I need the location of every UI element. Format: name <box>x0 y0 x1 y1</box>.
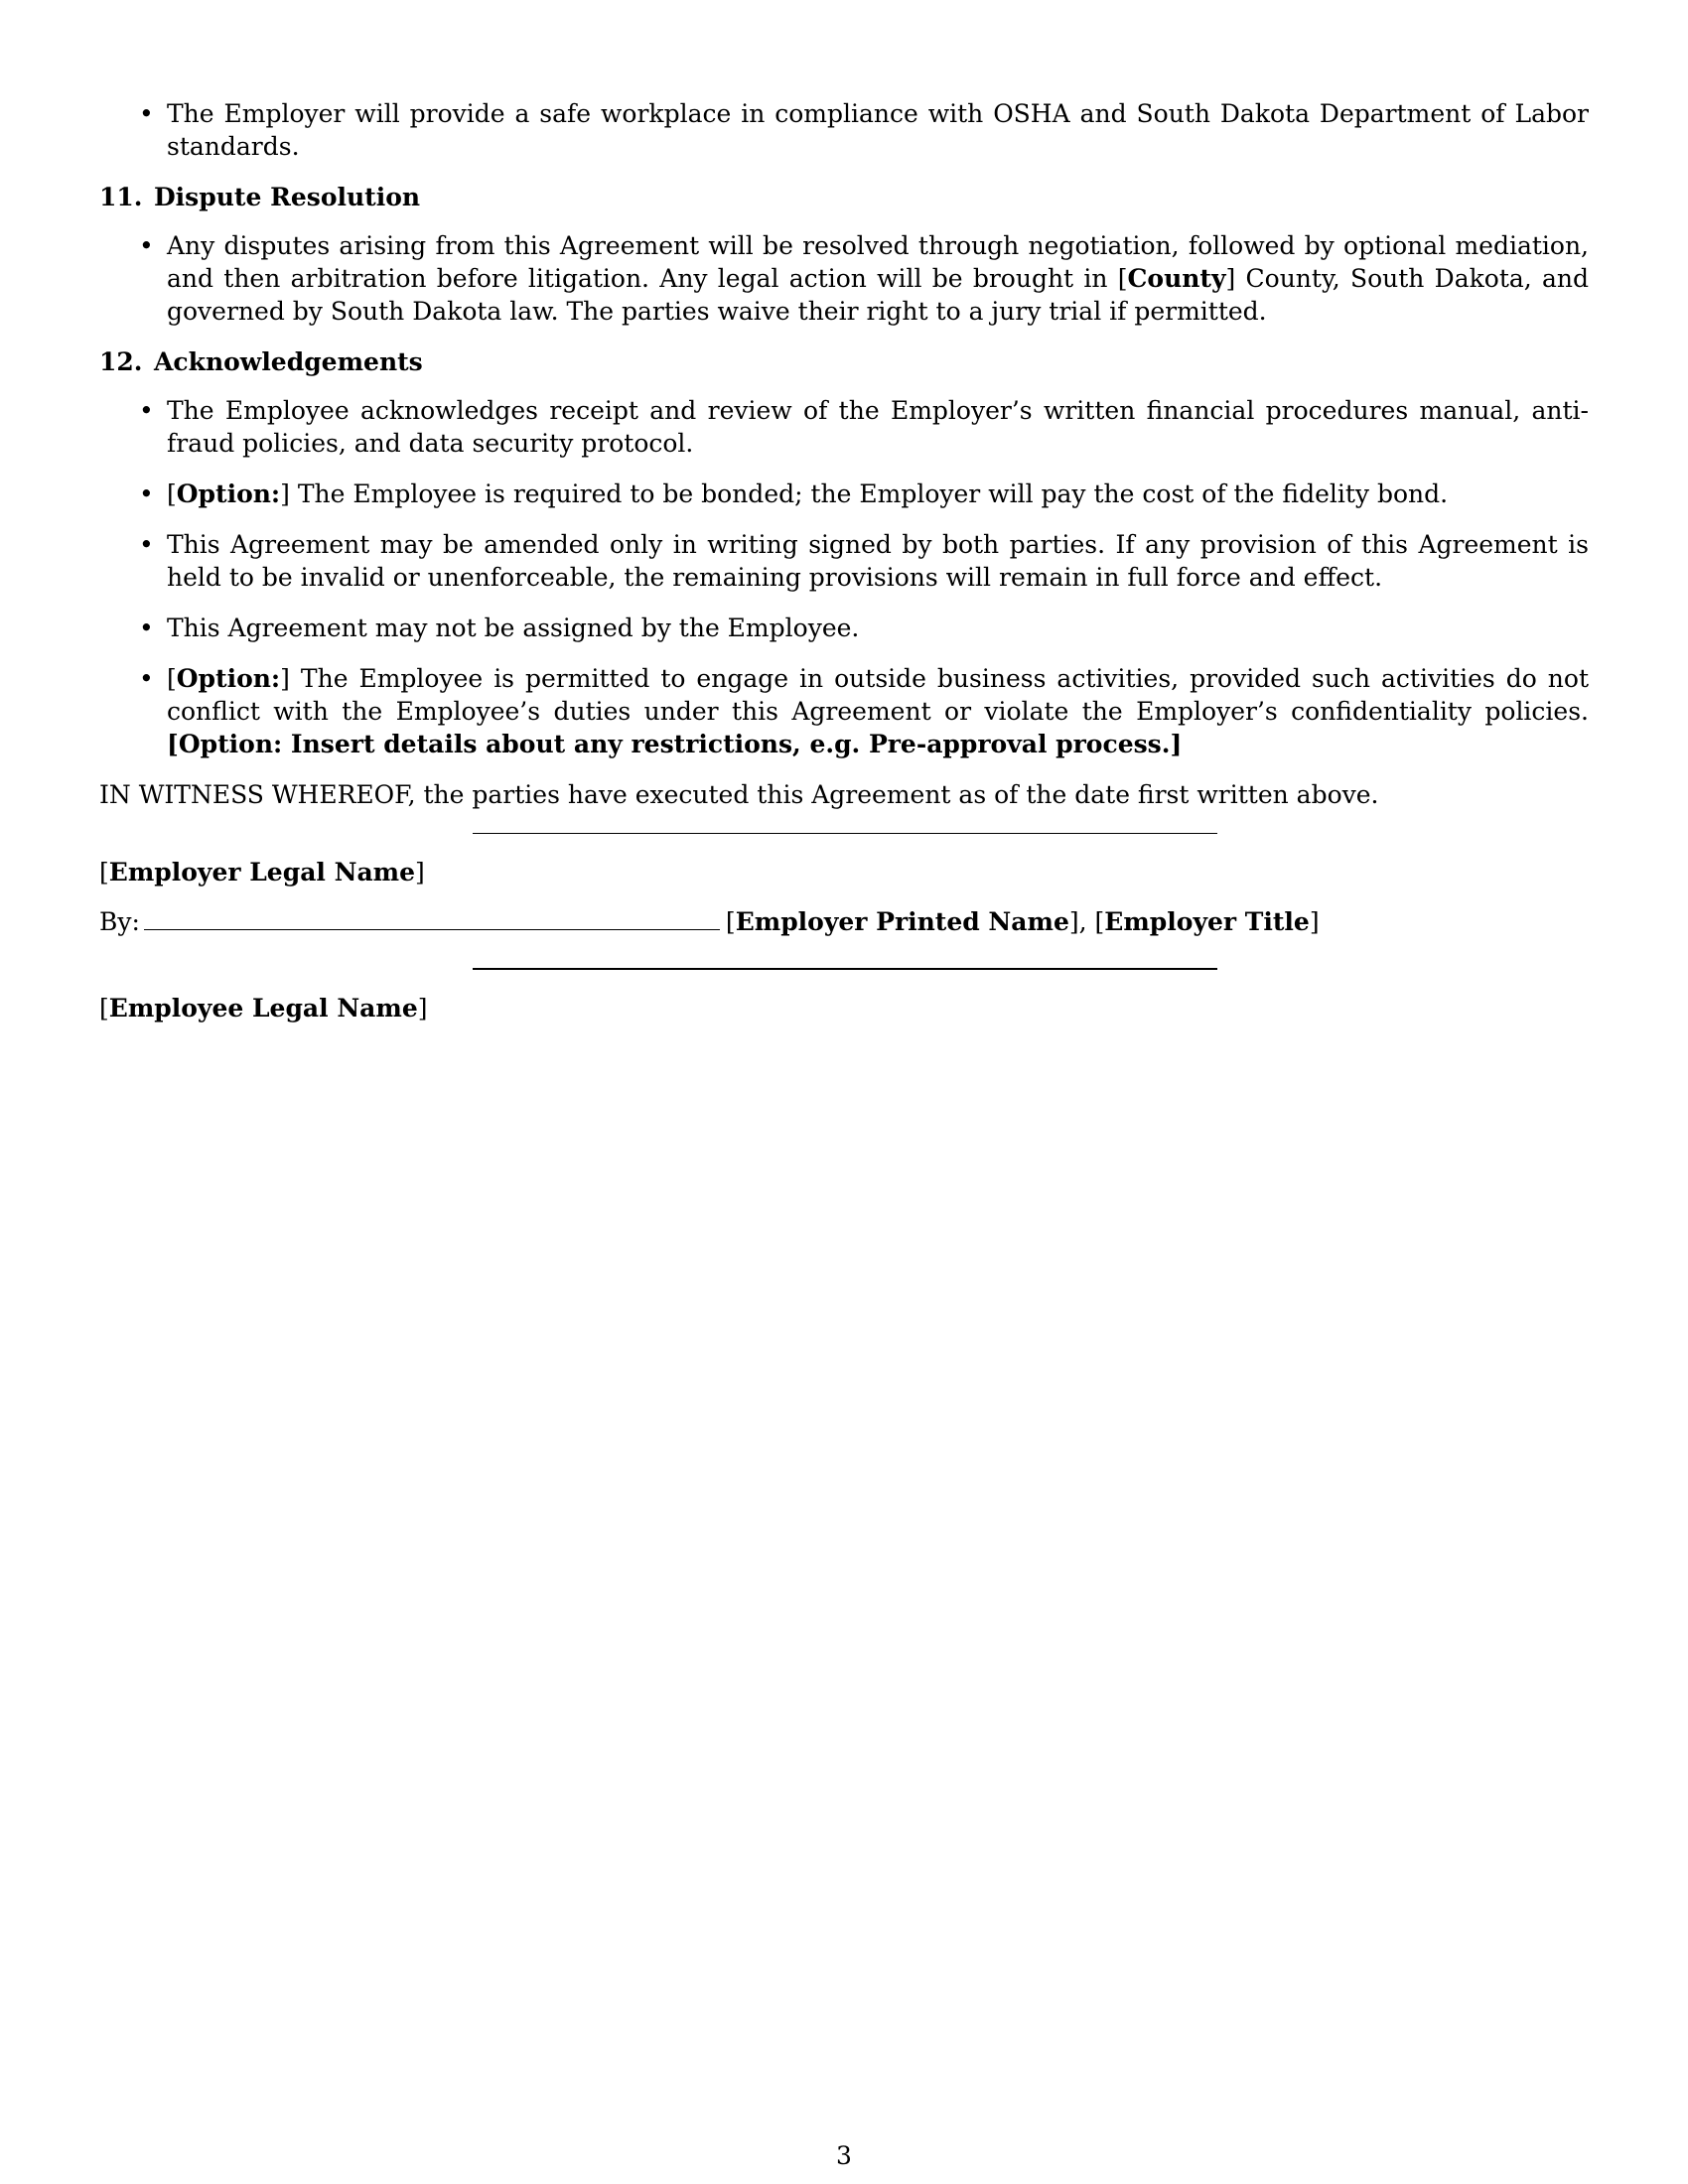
list-item <box>99 229 1589 328</box>
bracket: [ <box>99 994 109 1023</box>
acknowledgements-bullet-list <box>99 394 1589 760</box>
bracket: ] <box>1225 264 1236 293</box>
paragraph-text: Any disputes arising from this Agreement will be resolved through negotiation, followed by optional mediation, and then arbitration before litigation. Any legal action will be brought in <box>167 231 1589 293</box>
employer-by-line <box>99 905 1589 938</box>
bracket: [ <box>167 664 177 693</box>
list-item: • This Agreement may be amended only in writing signed by both parties. If any provision of this Agreement is held to be invalid or unenforceable, the remaining provisions will remain in full force and effect. <box>99 528 1589 594</box>
bracket: [ <box>1094 907 1105 936</box>
section-number: 11. <box>99 183 143 211</box>
bracket: ] <box>1170 730 1183 758</box>
employer-signature-line <box>473 833 1217 834</box>
paragraph-text: County, South Dakota, and governed by South Dakota law. The parties waive their right to a jury trial if permitted. <box>167 264 1589 326</box>
witness-statement: IN WITNESS WHEREOF, the parties have executed this Agreement as of the date first written above. <box>99 780 1379 809</box>
employer-legal-name <box>99 856 1589 888</box>
intro-bullet-list <box>99 97 1589 163</box>
list-item <box>99 662 1589 760</box>
section-heading-dispute-resolution <box>99 181 1589 213</box>
dispute-resolution-bullet-list <box>99 229 1589 328</box>
section-number: 12. <box>99 347 143 376</box>
option-restrictions-placeholder: Option: Insert details about any restrictions, e.g. Pre-approval process. <box>178 730 1171 758</box>
bracket: ] <box>415 858 425 887</box>
list-item: • The Employer will provide a safe workplace in compliance with OSHA and South Dakota Department of Labor standards. <box>99 97 1589 163</box>
list-item <box>99 478 1589 510</box>
paragraph-text: The Employee is permitted to engage in outside business activities, provided such activities do not conflict with the Employee’s duties under this Agreement or violate the Employer’s confidentiality policies. <box>167 664 1589 726</box>
bracket: [ <box>167 479 177 508</box>
employee-legal-name <box>99 992 1589 1024</box>
section-heading-acknowledgements <box>99 345 1589 378</box>
by-label: By: <box>99 907 140 936</box>
list-item: • This Agreement may not be assigned by the Employee. <box>99 612 1589 644</box>
list-item: • The Employee acknowledges receipt and review of the Employer’s written financial procedures manual, anti-fraud policies, and data security protocol. <box>99 394 1589 460</box>
section-title: Dispute Resolution <box>154 183 421 211</box>
employer-printed-name-placeholder: Employer Printed Name <box>735 907 1069 936</box>
bracket: [ <box>99 858 109 887</box>
by-signature-blank <box>144 909 720 930</box>
bracket: ] <box>1309 907 1320 936</box>
bracket: ] <box>280 664 290 693</box>
paragraph-text: The Employee is required to be bonded; the Employer will pay the cost of the fidelity bond. <box>289 479 1449 508</box>
bracket: ] <box>417 994 428 1023</box>
employee-signature-line <box>473 968 1217 970</box>
section-title: Acknowledgements <box>154 347 423 376</box>
bracket: ] <box>1068 907 1079 936</box>
option-label: Option: <box>176 479 281 508</box>
document-page <box>99 97 1589 1041</box>
employee-legal-name-placeholder: Employee Legal Name <box>108 994 418 1023</box>
separator: , <box>1078 907 1095 936</box>
option-label: Option: <box>176 664 281 693</box>
bracket: [ <box>725 907 736 936</box>
employer-legal-name-placeholder: Employer Legal Name <box>108 858 416 887</box>
page-number: 3 <box>836 2141 852 2170</box>
county-placeholder: County <box>1127 264 1226 293</box>
bracket: [ <box>1117 264 1128 293</box>
bracket: [ <box>167 730 179 758</box>
employer-title-placeholder: Employer Title <box>1104 907 1310 936</box>
bracket: ] <box>280 479 290 508</box>
